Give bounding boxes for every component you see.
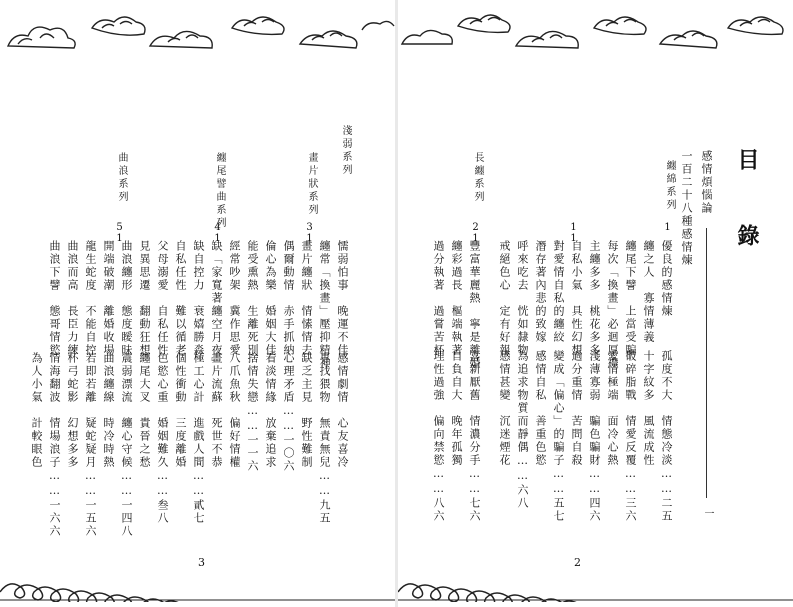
page-number: 51 xyxy=(114,222,125,244)
toc-entry: 纏尾下譬 上當受騙 xyxy=(624,240,637,357)
toc-entry: 畫片流蘇 死世不恭 xyxy=(210,352,223,469)
toc-entry: 懦弱怕事 晚運不佳 xyxy=(336,240,349,357)
wave-border-icon xyxy=(0,572,395,602)
toc-entry: 豐富華麗熱 寧是離婚 xyxy=(468,240,481,370)
page-number: 11 xyxy=(568,222,579,244)
toc-entry: 感情自私 善重色慾 xyxy=(534,350,547,467)
toc-entry: 變成「偏心」的騙子……五七 xyxy=(552,350,565,523)
page-number: 一 xyxy=(702,508,713,518)
toc-entry: 曲浪纏形 態度瞹昧 xyxy=(120,240,133,357)
toc-entry: 情海翻波 情場浪子……一六六 xyxy=(48,352,61,538)
left-page xyxy=(0,0,395,607)
leader-line xyxy=(706,228,707,498)
toc-entry: 愛情極端 面冷心熱 xyxy=(606,350,619,467)
toc-entry: 色慾心重 婚姻難久……叁八 xyxy=(156,352,169,525)
toc-entry: 感情劇情 心友喜冷 xyxy=(336,352,349,469)
toc-entry: 曲浪纏線 時冷時熱 xyxy=(102,352,115,469)
toc-entry: 捨情失戀……一一六 xyxy=(246,352,259,473)
toc-entry: 為人小氣 計較眼色 xyxy=(30,352,43,469)
toc-entry: 曲浪下譬 態哥情慾 xyxy=(48,240,61,357)
series-heading: 纏綿系列 xyxy=(664,160,675,212)
toc-entry: 見異思遷 翻動狂想 xyxy=(138,240,151,357)
toc-entry: 感情甚變 沉迷煙花 xyxy=(498,350,511,467)
wave-border-icon xyxy=(398,572,793,602)
toc-entry: 極工心計 進戲人間……貳七 xyxy=(192,352,205,525)
toc-entry: 孤度不大 情態冷淡……二五 xyxy=(660,350,673,523)
toc-entry: 戒絕色心 定有好報 xyxy=(498,240,511,357)
toc-entry: 十字紋多 風流成性 xyxy=(642,350,655,467)
toc-entry: 對愛情自私的纏絞 xyxy=(552,240,565,344)
right-page xyxy=(398,0,793,607)
toc-entry: 龍生蛇度 不能自控 xyxy=(84,240,97,357)
toc-entry: 缺「家寬著纏空月夜」 xyxy=(210,240,223,370)
page-title: 目 錄 xyxy=(734,148,760,260)
page-number: 1 xyxy=(662,222,673,233)
toc-entry: 畫片纏狀 情愫情去 xyxy=(300,240,313,357)
series-heading: 曲浪系列 xyxy=(116,152,127,204)
toc-entry: 呼來吃去 恍如隸物 xyxy=(516,240,529,357)
toc-entry: 缺自控力 衰嬉勝淼 xyxy=(192,240,205,357)
toc-entry: 主纏多多 桃花多多 xyxy=(588,240,601,357)
toc-entry: 過分重情 苦問自殺 xyxy=(570,350,583,467)
toc-entry: 優良的感情煉 xyxy=(660,240,673,318)
cloud-border-icon xyxy=(398,6,793,58)
toc-entry: 纏常「換畫」壓抑精神 xyxy=(318,240,331,370)
toc-entry: 曲浪而高 長臣力練 xyxy=(66,240,79,357)
toc-entry: 看淡情緣 放棄追求 xyxy=(264,352,277,469)
page-number: 31 xyxy=(304,222,315,244)
toc-entry: 八爪魚秋 偏好情權 xyxy=(228,352,241,469)
toc-entry: 自私小氣 具性幻想 xyxy=(570,240,583,357)
toc-entry: 父母溺愛 自私任性 xyxy=(156,240,169,357)
cloud-border-icon xyxy=(0,6,395,58)
toc-entry: 自私任性 難以循老 xyxy=(174,240,187,357)
toc-entry: 心理矛盾……一〇六 xyxy=(282,352,295,473)
series-heading: 畫片狀系列 xyxy=(306,152,317,217)
series-heading: 淺弱系列 xyxy=(340,125,351,177)
toc-entry: 為追求物質而靜偶……六八 xyxy=(516,350,529,510)
toc-entry: 纏之人 寡情薄義 xyxy=(642,240,655,344)
toc-entry: 理性過強 偏向禁慾……八六 xyxy=(432,350,445,523)
toc-entry: 專找猥物 無責無兒……九五 xyxy=(318,352,331,525)
toc-section: 一百二十八種感情煉 xyxy=(680,150,693,267)
toc-entry: 潛存著內悲的致嫁 xyxy=(534,240,547,344)
toc-entry: 若即若離 疑蛇疑月……一五六 xyxy=(84,352,97,538)
toc-entry: 淺薄寡弱 騙色騙財……四六 xyxy=(588,350,601,523)
toc-entry: 喜新厭舊 情濃分手……七六 xyxy=(468,350,481,523)
toc-entry: 經常吵架 冀作思愛 xyxy=(228,240,241,357)
series-heading: 長纏系列 xyxy=(472,152,483,204)
toc-entry: 每次「換畫」必迴厚禮 xyxy=(606,240,619,370)
toc-entry: 震弱漂流 纏心守候……一四八 xyxy=(120,352,133,538)
toc-entry: 杯弓蛇影 幻想多多 xyxy=(66,352,79,469)
toc-entry: 過分執著 過嘗苦杯 xyxy=(432,240,445,357)
toc-entry: 缺乏主見 野性難制 xyxy=(300,352,313,469)
series-heading: 纏尾譬曲系列 xyxy=(214,152,225,230)
toc-entry: 開端破潮 離婚收場 xyxy=(102,240,115,357)
toc-entry: 能受熏熱 生離死別 xyxy=(246,240,259,357)
page-number: 21 xyxy=(470,222,481,244)
page-folio: 2 xyxy=(574,556,581,569)
toc-entry: 倫心為樂 婚姻大佳 xyxy=(264,240,277,357)
toc-entry: 偶爾動情 赤手抓納 xyxy=(282,240,295,357)
page-number: 41 xyxy=(212,222,223,244)
toc-entry: 纏彩過長 樞端執著 xyxy=(450,240,463,357)
toc-entry: 纏尾大叉 貴晉之愁 xyxy=(138,352,151,469)
toc-preface: 感情煩惱論 xyxy=(700,150,713,215)
toc-entry: 破碎脂戰 情愛反覆……三六 xyxy=(624,350,637,523)
toc-entry: 個性衝動 三度離婚 xyxy=(174,352,187,469)
page-folio: 3 xyxy=(198,556,205,569)
toc-entry: 自負自大 晚年孤獨 xyxy=(450,350,463,467)
